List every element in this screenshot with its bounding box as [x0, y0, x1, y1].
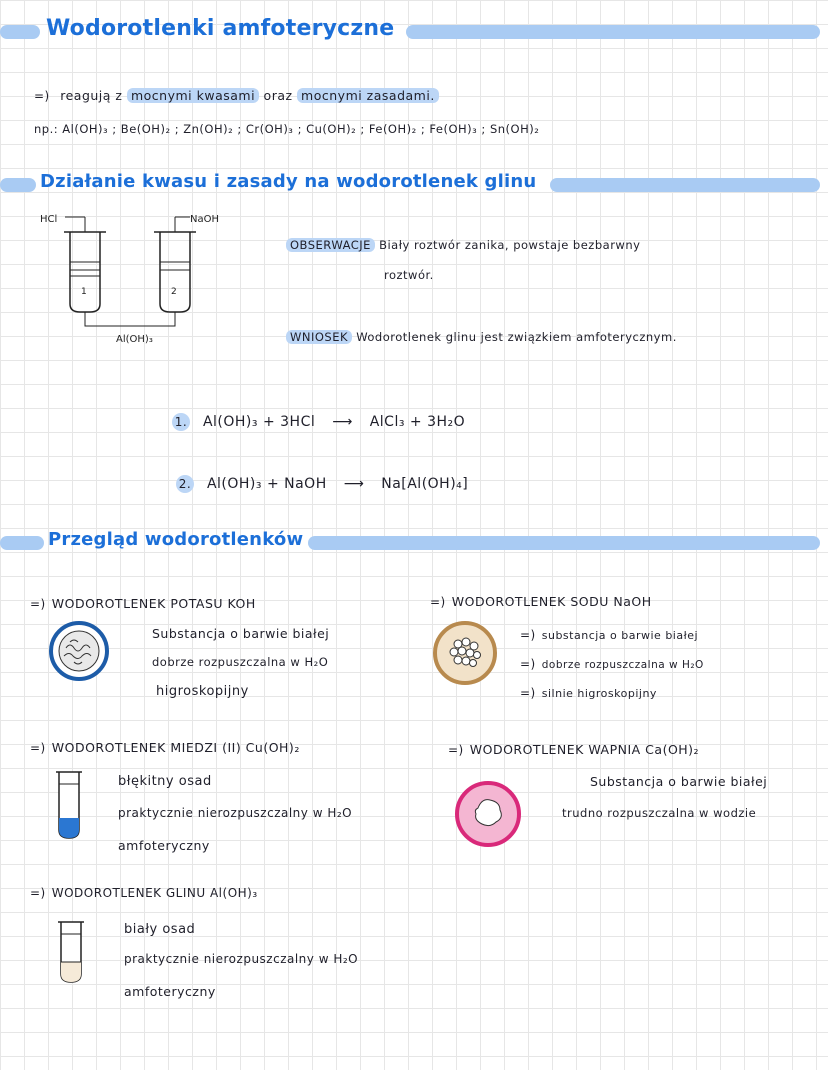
cuoh2-item-3: amfoteryczny	[118, 838, 210, 853]
label-tube-1: 1	[81, 287, 87, 297]
equation-1	[172, 413, 465, 431]
observations	[286, 238, 640, 252]
equation-2	[176, 475, 468, 493]
section3-bar-left	[0, 536, 44, 550]
naoh-item-1: =) substancja o barwie białej	[520, 628, 699, 642]
naoh-sample-icon	[432, 620, 498, 686]
caoh2-sample-icon	[454, 780, 522, 848]
section2-bar-right	[550, 178, 820, 192]
intro-highlight-bases: mocnymi zasadami.	[297, 88, 439, 103]
label-hcl: HCl	[40, 214, 58, 225]
cuoh2-item-1: błękitny osad	[118, 774, 212, 789]
caoh2-item-1: Substancja o barwie białej	[590, 774, 768, 789]
arrow-icon: =)	[448, 743, 464, 757]
eq2-right: Na[Al(OH)₄]	[381, 476, 469, 492]
label-tube-2: 2	[171, 287, 177, 297]
concl-text: Wodorotlenek glinu jest związkiem amfoterycznym.	[356, 330, 677, 344]
intro-prefix: reagują z	[60, 88, 123, 103]
caoh2-heading: =) WODOROTLENEK WAPNIA Ca(OH)₂	[448, 742, 700, 757]
arrow-icon: =)	[30, 597, 46, 611]
arrow-icon: =)	[34, 89, 50, 103]
arrow-icon: =)	[30, 741, 46, 755]
aloh3-heading: =) WODOROTLENEK GLINU Al(OH)₃	[30, 886, 258, 900]
conclusion	[286, 330, 677, 344]
tube-1-icon	[64, 217, 106, 322]
connector-line	[85, 322, 175, 326]
section3-title: Przegląd wodorotlenków	[48, 529, 304, 550]
cuoh2-heading: =) WODOROTLENEK MIEDZI (II) Cu(OH)₂	[30, 740, 300, 755]
naoh-heading: =) WODOROTLENEK SODU NaOH	[430, 594, 652, 609]
intro-examples: np.: Al(OH)₃ ; Be(OH)₂ ; Zn(OH)₂ ; Cr(OH)₃ ; Cu(OH)₂ ; Fe(OH)₂ ; Fe(OH)₃ ; Sn(OH)₂	[34, 122, 540, 136]
concl-label: WNIOSEK	[286, 330, 352, 344]
intro-line-2	[34, 122, 539, 136]
koh-heading: =) WODOROTLENEK POTASU KOH	[30, 596, 256, 611]
eq1-number: 1.	[172, 413, 190, 431]
tubes-diagram	[30, 212, 230, 352]
section3-bar-right	[308, 536, 820, 550]
arrow-right-icon: ⟶	[343, 476, 365, 492]
label-aloh3: Al(OH)₃	[116, 334, 153, 345]
page-title: Wodorotlenki amfoteryczne	[46, 16, 395, 41]
eq1-right: AlCl₃ + 3H₂O	[369, 414, 466, 430]
intro-highlight-acids: mocnymi kwasami	[127, 88, 259, 103]
aloh3-item-1: biały osad	[124, 922, 196, 937]
title-bar-left	[0, 25, 40, 39]
koh-item-1: Substancja o barwie białej	[152, 626, 330, 641]
eq2-left: Al(OH)₃ + NaOH	[206, 476, 327, 492]
obs-text-1: Biały roztwór zanika, powstaje bezbarwny	[379, 238, 641, 252]
section2-title: Działanie kwasu i zasady na wodorotlenek glinu	[40, 171, 537, 192]
eq1-left: Al(OH)₃ + 3HCl	[202, 414, 316, 430]
intro-mid: oraz	[263, 88, 293, 103]
naoh-item-3: =) silnie higroskopijny	[520, 686, 657, 700]
arrow-icon: =)	[30, 886, 46, 900]
cuoh2-item-2: praktycznie nierozpuszczalny w H₂O	[118, 806, 353, 820]
eq2-number: 2.	[176, 475, 194, 493]
arrow-icon: =)	[430, 595, 446, 609]
tube-2-icon	[154, 217, 196, 322]
aloh3-item-3: amfoteryczny	[124, 984, 216, 999]
aloh3-item-2: praktycznie nierozpuszczalny w H₂O	[124, 952, 359, 966]
aloh3-tube-icon	[56, 916, 86, 986]
obs-label: OBSERWACJE	[286, 238, 375, 252]
koh-item-2: dobrze rozpuszczalna w H₂O	[152, 655, 329, 669]
intro-line-1	[34, 88, 439, 103]
arrow-right-icon: ⟶	[332, 414, 353, 430]
label-naoh: NaOH	[190, 214, 219, 225]
title-bar-right	[406, 25, 820, 39]
caoh2-item-2: trudno rozpuszczalna w wodzie	[562, 806, 757, 820]
section2-bar-left	[0, 178, 36, 192]
naoh-item-2: =) dobrze rozpuszczalna w H₂O	[520, 657, 704, 671]
koh-sample-icon	[48, 620, 110, 682]
cuoh2-tube-icon	[54, 766, 84, 842]
obs-line-2: roztwór.	[384, 268, 434, 282]
koh-item-3: higroskopijny	[156, 684, 249, 699]
